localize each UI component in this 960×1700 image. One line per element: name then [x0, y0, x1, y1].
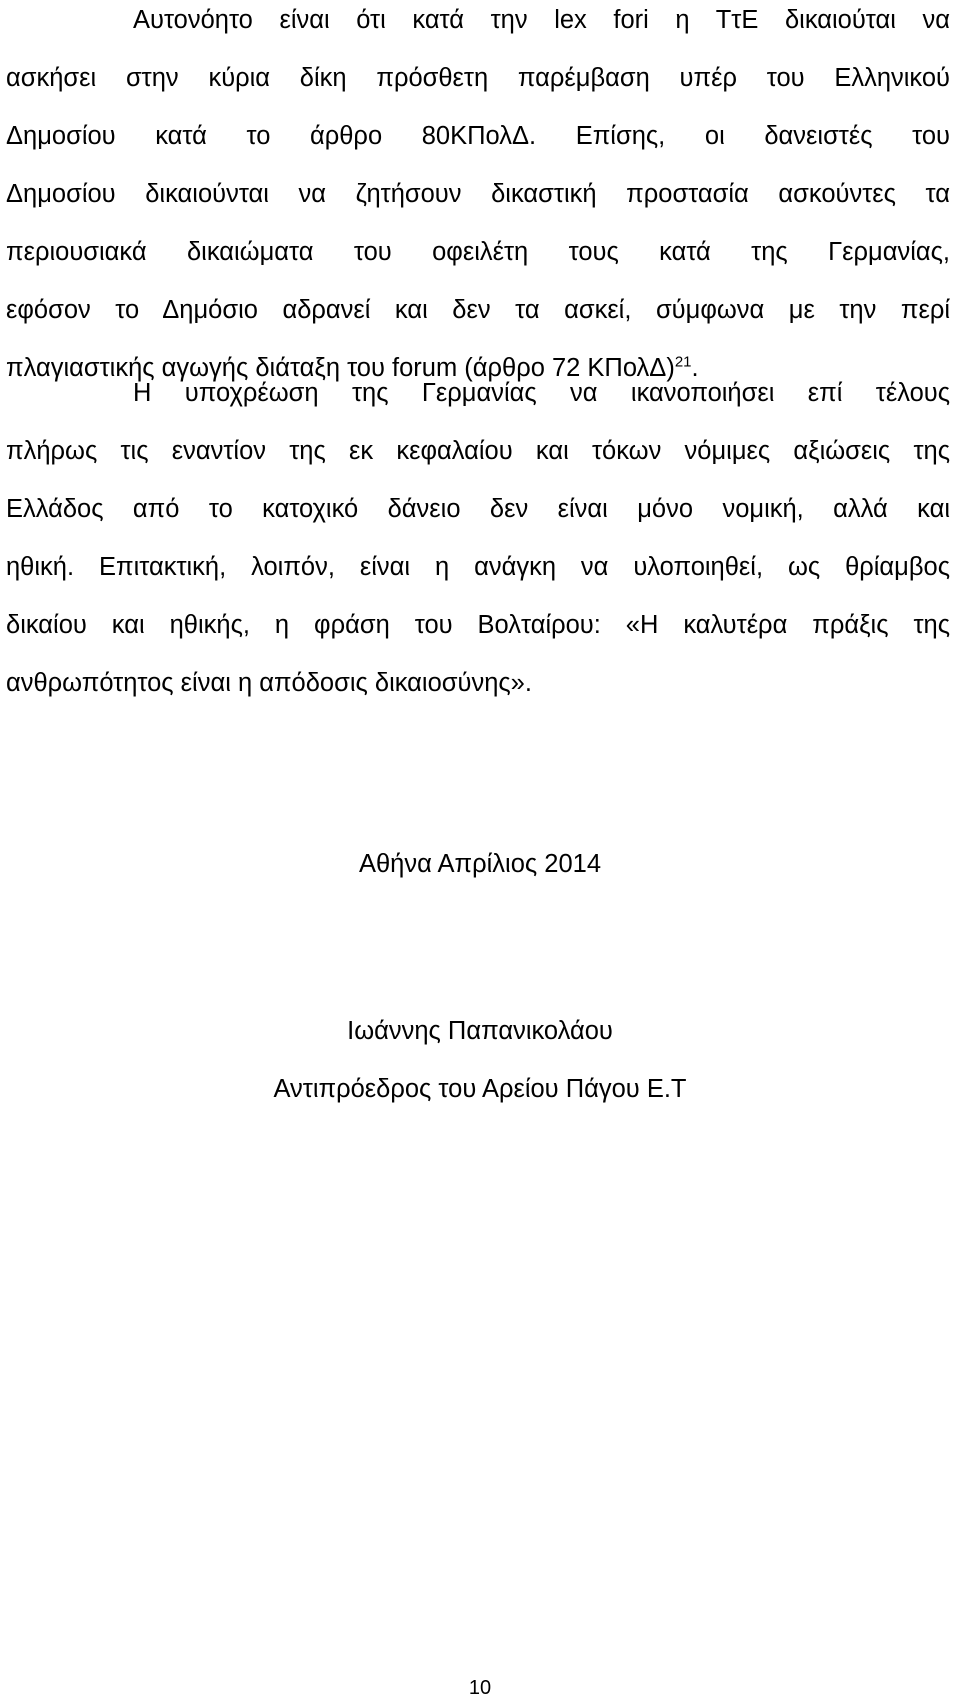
paragraph-2-line-2: πλήρως τις εναντίον της εκ κεφαλαίου και τόκων νόμιμες αξιώσεις της	[6, 437, 950, 465]
date-place: Αθήνα Απρίλιος 2014	[358, 850, 601, 878]
paragraph-2	[6, 364, 950, 712]
paragraph-2-line-6: ανθρωπότητος είναι η απόδοσις δικαιοσύνης».	[6, 669, 532, 697]
signatory-name: Ιωάννης Παπανικολάου	[347, 1017, 613, 1045]
paragraph-2-line-1: Η υποχρέωση της Γερμανίας να ικανοποιήσει επί τέλους	[133, 379, 950, 407]
paragraph-2-line-4: ηθική. Επιτακτική, λοιπόν, είναι η ανάγκη να υλοποιηθεί, ως θρίαμβος	[6, 553, 950, 581]
paragraph-1-line-7-text: πλαγιαστικής αγωγής διάταξη του forum (άρθρο 72 ΚΠολΔ)	[6, 354, 675, 382]
paragraph-1-end-punctuation: .	[691, 354, 699, 382]
page-number: 10	[468, 1677, 492, 1699]
signatory-title: Αντιπρόεδρος του Αρείου Πάγου Ε.Τ	[273, 1075, 687, 1103]
paragraph-2-line-3: Ελλάδος από το κατοχικό δάνειο δεν είναι μόνο νομική, αλλά και	[6, 495, 950, 523]
paragraph-1-line-5: περιουσιακά δικαιώματα του οφειλέτη τους κατά της Γερμανίας,	[6, 238, 950, 266]
paragraph-2-line-5: δικαίου και ηθικής, η φράση του Βολταίρου: «Η καλυτέρα πράξις της	[6, 611, 950, 639]
footnote-reference[interactable]: 21	[674, 353, 692, 371]
paragraph-1-line-6: εφόσον το Δημόσιο αδρανεί και δεν τα ασκεί, σύμφωνα με την περί	[6, 296, 950, 324]
paragraph-1-line-3: Δημοσίου κατά το άρθρο 80ΚΠολΔ. Επίσης, οι δανειστές του	[6, 122, 950, 150]
paragraph-1-line-4: Δημοσίου δικαιούνται να ζητήσουν δικαστική προστασία ασκούντες τα	[6, 180, 950, 208]
paragraph-1-line-1: Αυτονόητο είναι ότι κατά την lex fori η ΤτΕ δικαιούται να	[133, 6, 950, 34]
paragraph-1	[6, 0, 950, 397]
paragraph-1-line-2: ασκήσει στην κύρια δίκη πρόσθετη παρέμβαση υπέρ του Ελληνικού	[6, 64, 950, 92]
